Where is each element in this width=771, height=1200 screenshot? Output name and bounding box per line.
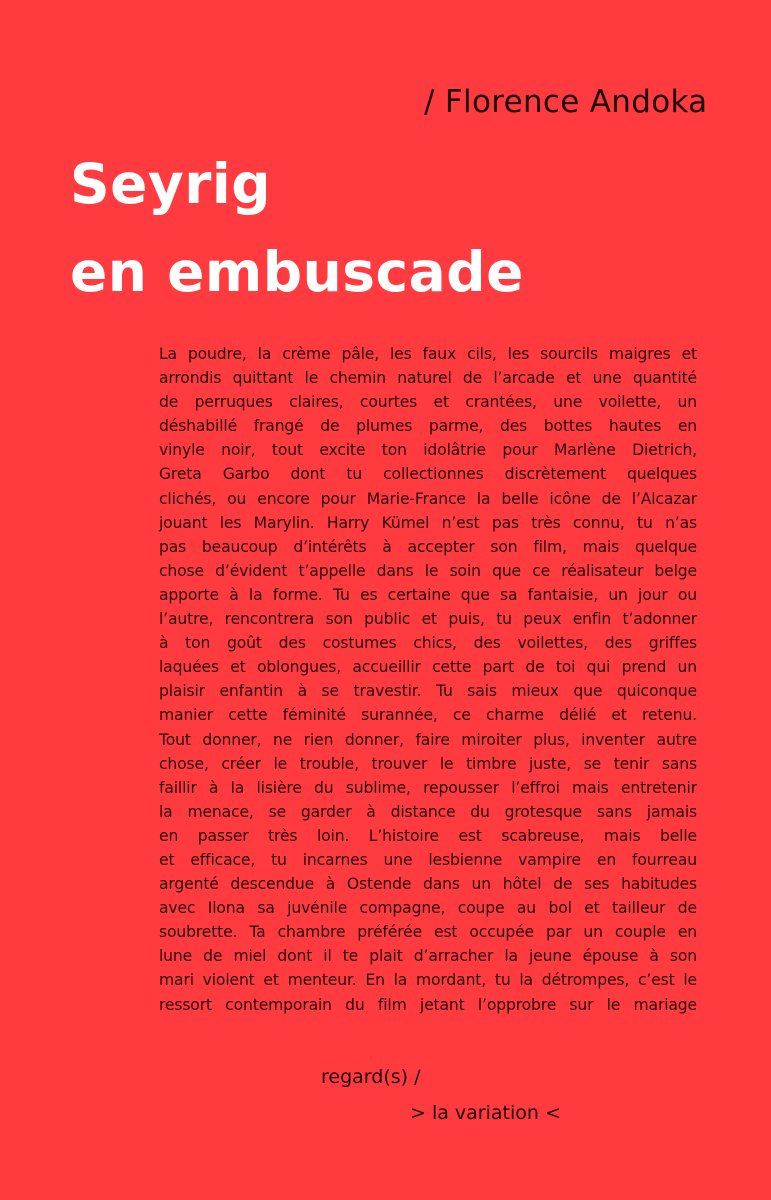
title-line: en embuscade [70, 240, 524, 304]
excerpt-line: l’autre, rencontrera son public et puis, tu peux enfin t’adonner [159, 610, 697, 629]
excerpt-line: apporte à la forme. Tu es certaine que sa fantaisie, un jour ou [159, 585, 697, 604]
excerpt-line: Greta Garbo dont tu collectionnes discrètement quelques [159, 465, 697, 484]
excerpt-line: jouant les Marylin. Harry Kümel n’est pas très connu, tu n’as [159, 513, 697, 532]
excerpt-line: La poudre, la crème pâle, les faux cils, les sourcils maigres et [159, 345, 697, 363]
excerpt-line: faillir à la lisière du sublime, repousser l’effroi mais entretenir [159, 778, 697, 797]
excerpt-line: mari violent et menteur. En la mordant, tu la détrompes, c’est le [159, 971, 697, 990]
book-title [70, 140, 524, 316]
excerpt-line: déshabillé frangé de plumes parme, des bottes hautes en [159, 417, 697, 436]
excerpt-line: à ton goût des costumes chics, des voilettes, des griffes [159, 634, 697, 653]
excerpt-line: de perruques claires, courtes et crantées, une voilette, un [159, 393, 697, 412]
excerpt-text [159, 342, 697, 1017]
excerpt-line: plaisir enfantin à se travestir. Tu sais mieux que quiconque [159, 682, 697, 701]
excerpt-line: pas beaucoup d’intérêts à accepter son film, mais quelque [159, 537, 697, 556]
excerpt-line: Tout donner, ne rien donner, faire miroiter plus, inventer autre [159, 730, 697, 749]
excerpt-line: ressort contemporain du film jetant l’opprobre sur le mariage [159, 995, 697, 1014]
excerpt-line: laquées et oblongues, accueillir cette part de toi qui prend un [159, 658, 697, 677]
excerpt-line: chose, créer le trouble, trouver le timbre juste, se tenir sans [159, 754, 697, 773]
excerpt-line: clichés, ou encore pour Marie-France la belle icône de l’Alcazar [159, 489, 697, 508]
excerpt-line: en passer très loin. L’histoire est scabreuse, mais belle [159, 826, 697, 845]
title-line: Seyrig [70, 152, 272, 216]
series-name: regard(s) / [321, 1066, 421, 1088]
excerpt-line: arrondis quittant le chemin naturel de l’arcade et une quantité [159, 369, 697, 388]
author-name: / Florence Andoka [424, 84, 708, 120]
excerpt-line: argenté descendue à Ostende dans un hôtel de ses habitudes [159, 875, 697, 894]
excerpt-line: avec Ilona sa juvénile compagne, coupe au bol et tailleur de [159, 899, 697, 918]
excerpt-line: la menace, se garder à distance du grotesque sans jamais [159, 802, 697, 821]
excerpt-line: chose d’évident t’appelle dans le soin que ce réalisateur belge [159, 561, 697, 580]
excerpt-line: vinyle noir, tout excite ton idolâtrie pour Marlène Dietrich, [159, 441, 697, 460]
collection-name: > la variation < [410, 1102, 561, 1124]
excerpt-line: et efficace, tu incarnes une lesbienne vampire en fourreau [159, 850, 697, 869]
excerpt-line: lune de miel dont il te plait d’arracher la jeune épouse à son [159, 947, 697, 966]
excerpt-line: manier cette féminité surannée, ce charme délié et retenu. [159, 706, 697, 725]
excerpt-line: soubrette. Ta chambre préférée est occupée par un couple en [159, 923, 697, 942]
